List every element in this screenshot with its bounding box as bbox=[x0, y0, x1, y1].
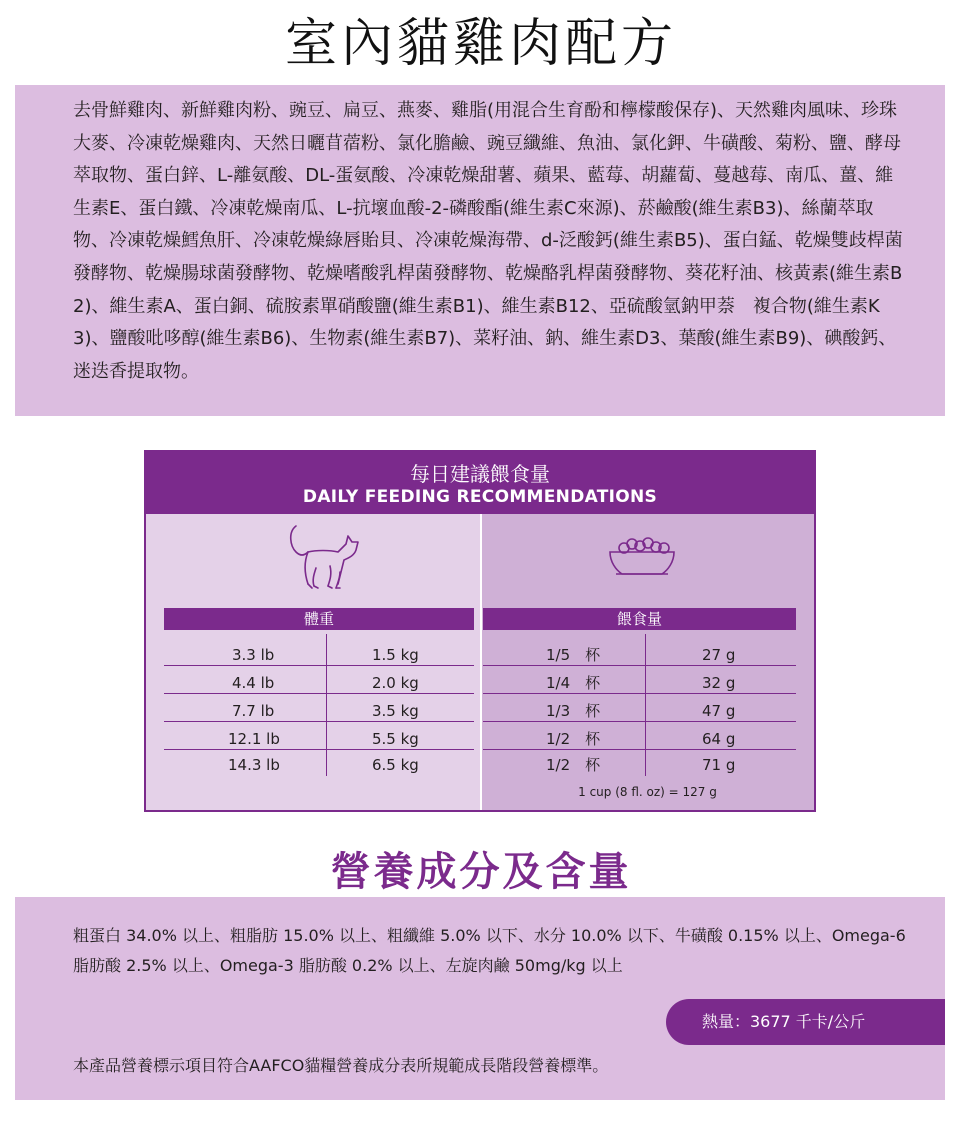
weight-lb: 3.3 lb bbox=[232, 646, 275, 664]
row-divider bbox=[164, 749, 474, 750]
weight-column-header: 體重 bbox=[164, 608, 474, 630]
aafco-statement: 本產品營養標示項目符合AAFCO貓糧營養成分表所規範成長階段營養標準。 bbox=[73, 1056, 609, 1075]
cup-amount: 1/2 杯 bbox=[546, 756, 601, 774]
feeding-table bbox=[144, 450, 816, 812]
nutrition-title: 營養成分及含量 bbox=[330, 849, 632, 895]
gram-amount: 71 g bbox=[702, 756, 736, 774]
cup-amount: 1/3 杯 bbox=[546, 702, 601, 720]
weight-lb: 4.4 lb bbox=[232, 674, 275, 692]
weight-kg: 6.5 kg bbox=[372, 756, 419, 774]
row-divider bbox=[164, 693, 474, 694]
gram-amount: 47 g bbox=[702, 702, 736, 720]
cat-icon bbox=[282, 522, 362, 594]
weight-lb: 14.3 lb bbox=[228, 756, 280, 774]
feeding-title-en: DAILY FEEDING RECOMMENDATIONS bbox=[302, 487, 658, 507]
cup-amount: 1/2 杯 bbox=[546, 730, 601, 748]
weight-lb: 7.7 lb bbox=[232, 702, 275, 720]
column-divider bbox=[480, 514, 482, 810]
weight-kg: 1.5 kg bbox=[372, 646, 419, 664]
gram-amount: 27 g bbox=[702, 646, 736, 664]
weight-kg: 5.5 kg bbox=[372, 730, 419, 748]
row-divider bbox=[483, 721, 796, 722]
cup-amount: 1/5 杯 bbox=[546, 646, 601, 664]
food-bowl-icon bbox=[602, 534, 682, 582]
ingredients-panel bbox=[15, 85, 945, 416]
calorie-badge: 熱量：3677 千卡/公斤 bbox=[666, 999, 945, 1045]
nutrition-text: 粗蛋白 34.0% 以上、粗脂肪 15.0% 以上、粗纖維 5.0% 以下、水分 10.0% 以下、牛磺酸 0.15% 以上、Omega-6 脂肪酸 2.5% 以上、Omega-3 脂肪酸 0.2% 以上、左旋肉鹼 50mg/kg 以上 bbox=[73, 926, 906, 975]
gram-amount: 32 g bbox=[702, 674, 736, 692]
column-divider-right bbox=[645, 634, 646, 776]
row-divider bbox=[483, 665, 796, 666]
feeding-header bbox=[146, 452, 814, 514]
row-divider bbox=[164, 721, 474, 722]
cup-amount: 1/4 杯 bbox=[546, 674, 601, 692]
row-divider bbox=[164, 665, 474, 666]
row-divider bbox=[483, 693, 796, 694]
weight-kg: 3.5 kg bbox=[372, 702, 419, 720]
amount-column-header: 餵食量 bbox=[483, 608, 796, 630]
feeding-title-zh: 每日建議餵食量 bbox=[410, 462, 550, 486]
cup-conversion-note: 1 cup (8 fl. oz) = 127 g bbox=[578, 785, 717, 799]
weight-lb: 12.1 lb bbox=[228, 730, 280, 748]
row-divider bbox=[483, 749, 796, 750]
ingredients-text: 去骨鮮雞肉、新鮮雞肉粉、豌豆、扁豆、燕麥、雞脂(用混合生育酚和檸檬酸保存)、天然雞肉風味、珍珠大麥、冷凍乾燥雞肉、天然日曬苜蓿粉、氯化膽鹼、豌豆纖維、魚油、氯化鉀、牛磺酸、菊粉、鹽、酵母萃取物、蛋白鋅、L-離氨酸、DL-蛋氨酸、冷凍乾燥甜薯、蘋果、藍莓、胡蘿蔔、蔓越莓、南瓜、薑、維生素E、蛋白鐵、冷凍乾燥南瓜、L-抗壞血酸-2-磷酸酯(維生素C來源)、菸鹼酸(維生素B3)、絲蘭萃取物、冷凍乾燥鱈魚肝、冷凍乾燥綠唇貽貝、冷凍乾燥海帶、d-泛酸鈣(維生素B5)、蛋白錳、乾燥雙歧桿菌發酵物、乾燥腸球菌發酵物、乾燥嗜酸乳桿菌發酵物、乾燥酪乳桿菌發酵物、葵花籽油、核黃素(維生素B2)、維生素A、蛋白銅、硫胺素單硝酸鹽(維生素B1)、維生素B12、亞硫酸氫鈉甲萘 複合物(維生素K3)、鹽酸吡哆醇(維生素B6)、生物素(維生素B7)、菜籽油、鈉、維生素D3、葉酸(維生素B9)、碘酸鈣、迷迭香提取物。 bbox=[73, 100, 903, 382]
weight-kg: 2.0 kg bbox=[372, 674, 419, 692]
column-divider-left bbox=[326, 634, 327, 776]
page-title: 室內貓雞肉配方 bbox=[284, 14, 677, 74]
gram-amount: 64 g bbox=[702, 730, 736, 748]
